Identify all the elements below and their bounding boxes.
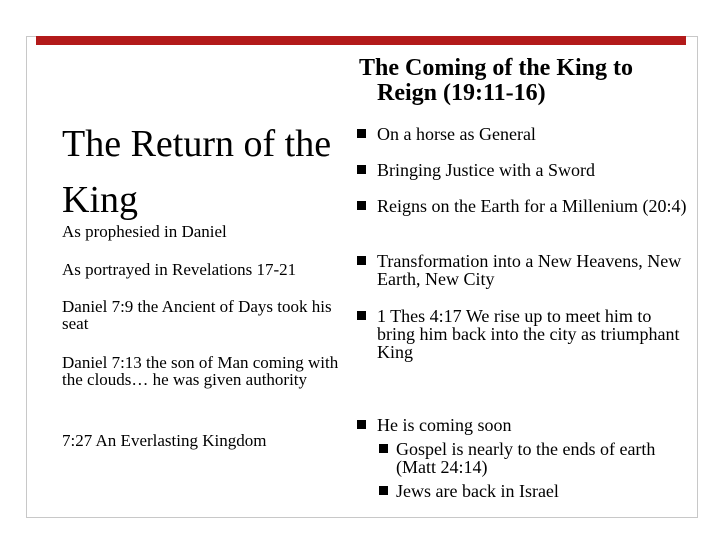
sub-list-item: Gospel is nearly to the ends of earth (Matt 24:14) — [377, 440, 677, 476]
list-item: He is coming soon — [355, 416, 690, 434]
left-item-daniel: As prophesied in Daniel — [62, 222, 227, 241]
left-item-everlasting-kingdom: 7:27 An Everlasting Kingdom — [62, 431, 267, 450]
accent-bar — [36, 36, 686, 45]
list-item: On a horse as General — [355, 125, 690, 143]
list-item: Bringing Justice with a Sword — [355, 161, 690, 179]
left-item-ancient-of-days: Daniel 7:9 the Ancient of Days took his seat — [62, 297, 332, 333]
square-bullet-icon — [379, 486, 388, 495]
right-heading — [355, 56, 689, 106]
square-bullet-icon — [357, 201, 366, 210]
square-bullet-icon — [357, 420, 366, 429]
square-bullet-icon — [357, 311, 366, 320]
sub-list-item: Jews are back in Israel — [377, 482, 677, 500]
slide-title: The Return of the King — [62, 123, 332, 221]
list-item: Transformation into a New Heavens, New Earth, New City — [355, 252, 690, 288]
right-heading-line-2: Reign (19:11-16) — [377, 80, 546, 106]
list-item: 1 Thes 4:17 We rise up to meet him to bring him back into the city as triumphant King — [355, 307, 690, 361]
list-item: Reigns on the Earth for a Millenium (20:4) — [355, 197, 690, 215]
square-bullet-icon — [357, 129, 366, 138]
square-bullet-icon — [379, 444, 388, 453]
square-bullet-icon — [357, 165, 366, 174]
left-item-revelations: As portrayed in Revelations 17-21 — [62, 260, 297, 279]
square-bullet-icon — [357, 256, 366, 265]
left-item-son-of-man: Daniel 7:13 the son of Man coming with the clouds… he was given authority — [62, 353, 339, 389]
right-heading-line-1: The Coming of the King to — [359, 55, 634, 81]
